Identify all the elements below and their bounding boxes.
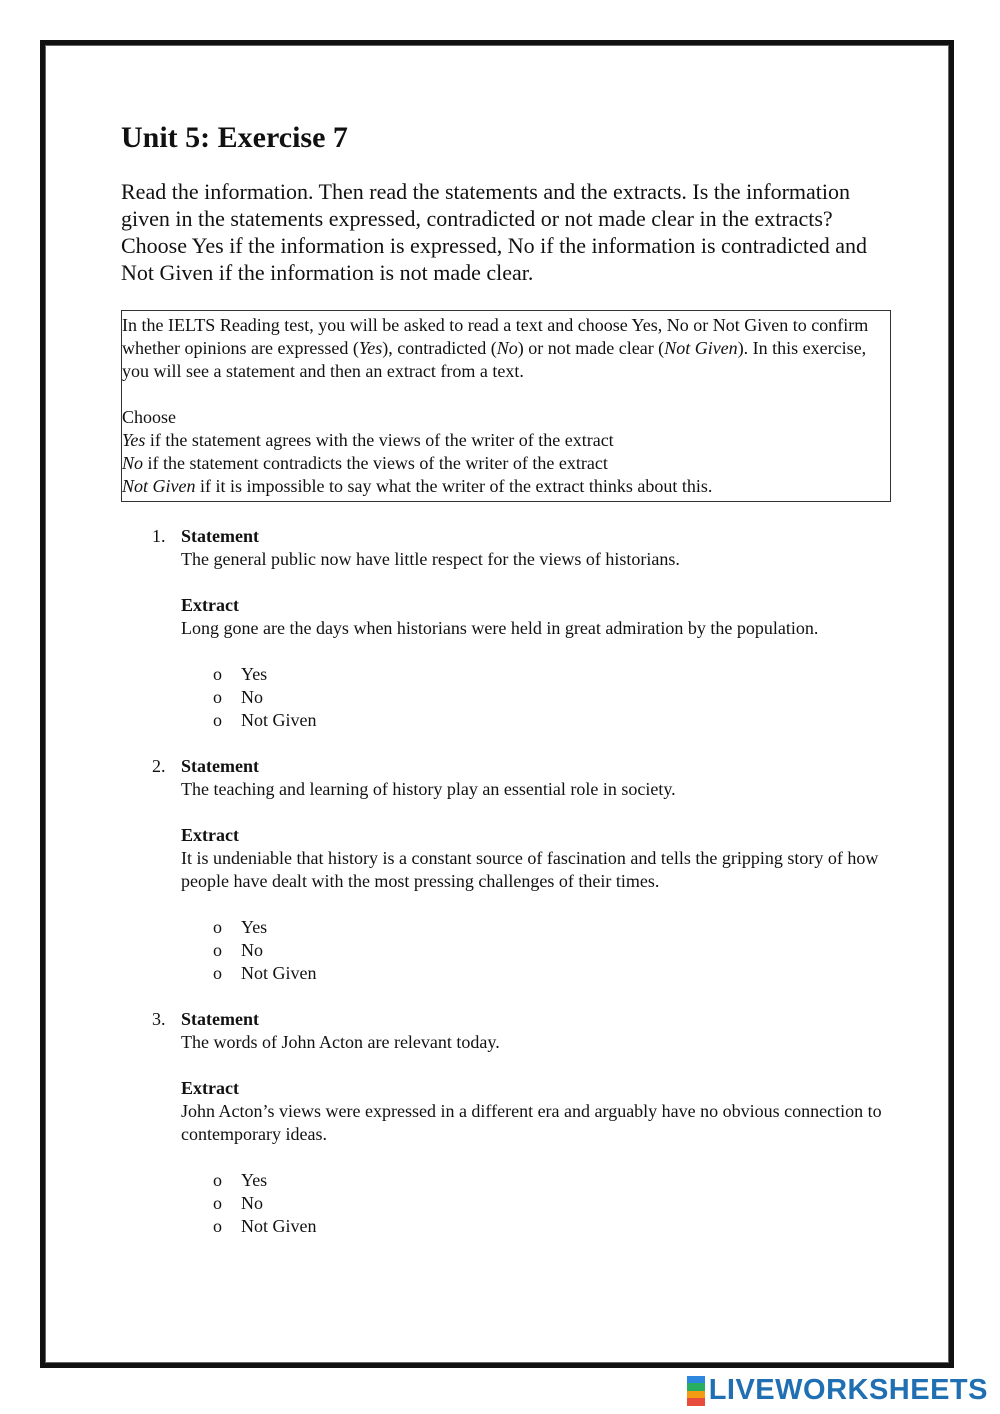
radio-bullet-icon[interactable]: o bbox=[213, 1170, 222, 1190]
info-intro-not-given: Not Given bbox=[664, 338, 738, 358]
answer-options bbox=[181, 916, 891, 985]
info-intro-text-3: ) or not made clear ( bbox=[517, 338, 665, 358]
question-2 bbox=[121, 755, 891, 985]
answer-options bbox=[181, 1169, 891, 1238]
radio-bullet-icon[interactable]: o bbox=[213, 963, 222, 983]
option-label: Yes bbox=[241, 1170, 268, 1190]
info-spacer bbox=[122, 383, 890, 406]
radio-bullet-icon[interactable]: o bbox=[213, 1216, 222, 1236]
not-given-description: if it is impossible to say what the writer of the extract thinks about this. bbox=[195, 476, 713, 496]
info-box bbox=[121, 310, 891, 502]
extract-label: Extract bbox=[181, 825, 239, 845]
question-number: 2. bbox=[152, 756, 166, 776]
option-no[interactable] bbox=[213, 939, 891, 962]
radio-bullet-icon[interactable]: o bbox=[213, 664, 222, 684]
instructions-paragraph: Read the information. Then read the statements and the extracts. Is the information given in the statements expressed, contradicted or not made clear in the extracts? Choose Yes if the information is expressed, No if the information is contradicted and Not Given if the information is not made clear. bbox=[121, 179, 868, 285]
option-not-given[interactable] bbox=[213, 1215, 891, 1238]
not-given-definition bbox=[122, 475, 890, 498]
answer-options bbox=[181, 663, 891, 732]
statement-label: Statement bbox=[181, 1009, 259, 1029]
info-intro-no: No bbox=[496, 338, 518, 358]
gap bbox=[181, 1054, 891, 1077]
gap bbox=[181, 801, 891, 824]
question-number: 1. bbox=[152, 526, 166, 546]
no-definition bbox=[122, 452, 890, 475]
option-no[interactable] bbox=[213, 686, 891, 709]
no-term: No bbox=[122, 453, 144, 473]
yes-description: if the statement agrees with the views of the writer of the extract bbox=[145, 430, 614, 450]
statement-text: The general public now have little respect for the views of historians. bbox=[181, 549, 680, 569]
extract-text: John Acton’s views were expressed in a different era and arguably have no obvious connection to contemporary ideas. bbox=[181, 1101, 882, 1144]
choose-label: Choose bbox=[122, 407, 176, 427]
info-intro-yes: Yes bbox=[358, 338, 383, 358]
option-label: Not Given bbox=[241, 1216, 317, 1236]
info-intro bbox=[122, 314, 890, 383]
option-yes[interactable] bbox=[213, 663, 891, 686]
option-label: No bbox=[241, 687, 263, 707]
statement-label: Statement bbox=[181, 526, 259, 546]
liveworksheets-logo[interactable] bbox=[687, 1374, 988, 1407]
yes-term: Yes bbox=[122, 430, 146, 450]
no-description: if the statement contradicts the views of the writer of the extract bbox=[143, 453, 608, 473]
option-label: Yes bbox=[241, 917, 268, 937]
gap bbox=[181, 571, 891, 594]
option-no[interactable] bbox=[213, 1192, 891, 1215]
question-3 bbox=[121, 1008, 891, 1238]
extract-text: It is undeniable that history is a constant source of fascination and tells the gripping story of how people have dealt with the most pressing challenges of their times. bbox=[181, 848, 879, 891]
radio-bullet-icon[interactable]: o bbox=[213, 710, 222, 730]
questions-list bbox=[121, 525, 891, 1238]
option-not-given[interactable] bbox=[213, 962, 891, 985]
info-intro-text-1: In the IELTS Reading test, you will be asked to read a text and choose Yes, No or Not Given to confirm whether opinions are expressed ( bbox=[122, 315, 869, 358]
option-yes[interactable] bbox=[213, 916, 891, 939]
option-label: Not Given bbox=[241, 710, 317, 730]
extract-label: Extract bbox=[181, 595, 239, 615]
statement-text: The teaching and learning of history play an essential role in society. bbox=[181, 779, 676, 799]
extract-text: Long gone are the days when historians were held in great admiration by the population. bbox=[181, 618, 819, 638]
yes-definition bbox=[122, 429, 890, 452]
radio-bullet-icon[interactable]: o bbox=[213, 917, 222, 937]
statement-text: The words of John Acton are relevant today. bbox=[181, 1032, 500, 1052]
logo-text: LIVEWORKSHEETS bbox=[708, 1374, 988, 1406]
page-title: Unit 5: Exercise 7 bbox=[121, 121, 348, 154]
info-intro-text-2: ), contradicted ( bbox=[382, 338, 497, 358]
worksheet-content bbox=[121, 118, 891, 1261]
option-label: No bbox=[241, 940, 263, 960]
radio-bullet-icon[interactable]: o bbox=[213, 687, 222, 707]
radio-bullet-icon[interactable]: o bbox=[213, 1193, 222, 1213]
option-yes[interactable] bbox=[213, 1169, 891, 1192]
statement-label: Statement bbox=[181, 756, 259, 776]
not-given-term: Not Given bbox=[122, 476, 196, 496]
option-label: No bbox=[241, 1193, 263, 1213]
option-label: Not Given bbox=[241, 963, 317, 983]
option-not-given[interactable] bbox=[213, 709, 891, 732]
info-intro-text-4: ). In this exercise, you will see a statement and then an extract from a text. bbox=[122, 338, 867, 381]
option-label: Yes bbox=[241, 664, 268, 684]
radio-bullet-icon[interactable]: o bbox=[213, 940, 222, 960]
question-number: 3. bbox=[152, 1009, 166, 1029]
extract-label: Extract bbox=[181, 1078, 239, 1098]
question-1 bbox=[121, 525, 891, 732]
liveworksheets-badge-icon bbox=[687, 1376, 705, 1406]
